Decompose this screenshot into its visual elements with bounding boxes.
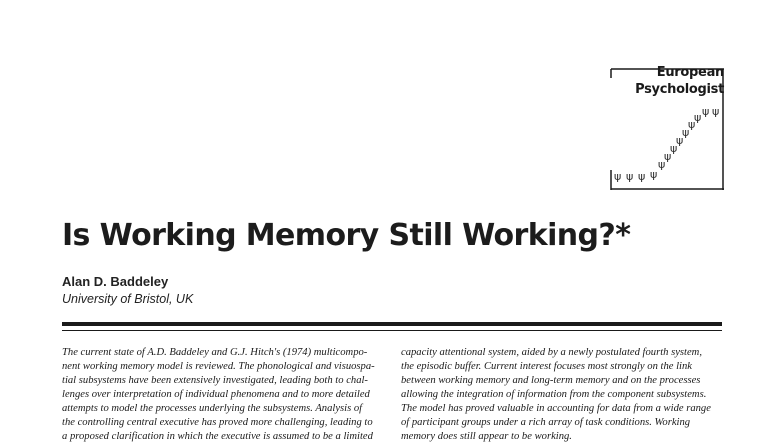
abstract-line: the controlling central executive has proved more challenging, leading to [62, 417, 373, 428]
article-title: Is Working Memory Still Working?* [62, 218, 631, 253]
psi-icon: ψ [702, 105, 710, 118]
abstract-line: tial subsystems have been extensively investigated, leading both to chal- [62, 375, 368, 386]
psi-icon: ψ [664, 150, 672, 163]
abstract-line: the episodic buffer. Current interest focuses most strongly on the link [401, 361, 693, 372]
psi-icon: ψ [614, 170, 622, 183]
psi-icon: ψ [694, 111, 702, 124]
psi-icon: ψ [670, 142, 678, 155]
abstract-line: nent working memory model is reviewed. The phonological and visuospa- [62, 361, 375, 372]
psi-icon: ψ [626, 170, 634, 183]
abstract-line: of participant groups under a rich array of task conditions. Working [401, 417, 691, 428]
author-affiliation: University of Bristol, UK [62, 292, 194, 306]
abstract-line: capacity attentional system, aided by a newly postulated fourth system, [401, 347, 702, 358]
abstract-line: The model has proved valuable in accounting for data from a wide range [401, 403, 711, 414]
psi-icon: ψ [638, 170, 646, 183]
journal-logo [606, 64, 724, 194]
abstract-line: The current state of A.D. Baddeley and G.J. Hitch's (1974) multicompo- [62, 347, 368, 358]
abstract-line: memory does still appear to be working. [401, 431, 572, 442]
abstract-line: a proposed clarification in which the executive is assumed to be a limited [62, 431, 373, 442]
journal-name-line2: Psychologist [635, 82, 724, 97]
abstract-line: lenges over interpretation of individual phenomena and to more detailed [62, 389, 370, 400]
abstract-line: attempts to model the processes underlying the subsystems. Analysis of [62, 403, 363, 414]
journal-name-line1: European [656, 65, 724, 80]
psi-icon: ψ [712, 105, 720, 118]
abstract-left-column [62, 346, 388, 444]
header-rule-thin [62, 330, 722, 331]
abstract-line: allowing the integration of information from the component subsystems. [401, 389, 707, 400]
psi-staircase-icon [614, 105, 719, 183]
abstract-line: between working memory and long-term memory and on the processes [401, 375, 701, 386]
psi-icon: ψ [658, 158, 666, 171]
author-name: Alan D. Baddeley [62, 274, 169, 289]
psi-icon: ψ [682, 126, 690, 139]
psi-icon: ψ [676, 134, 684, 147]
header-rule-thick [62, 322, 722, 326]
psi-icon: ψ [688, 118, 696, 131]
psi-icon: ψ [650, 168, 658, 181]
abstract-right-column [401, 346, 727, 444]
